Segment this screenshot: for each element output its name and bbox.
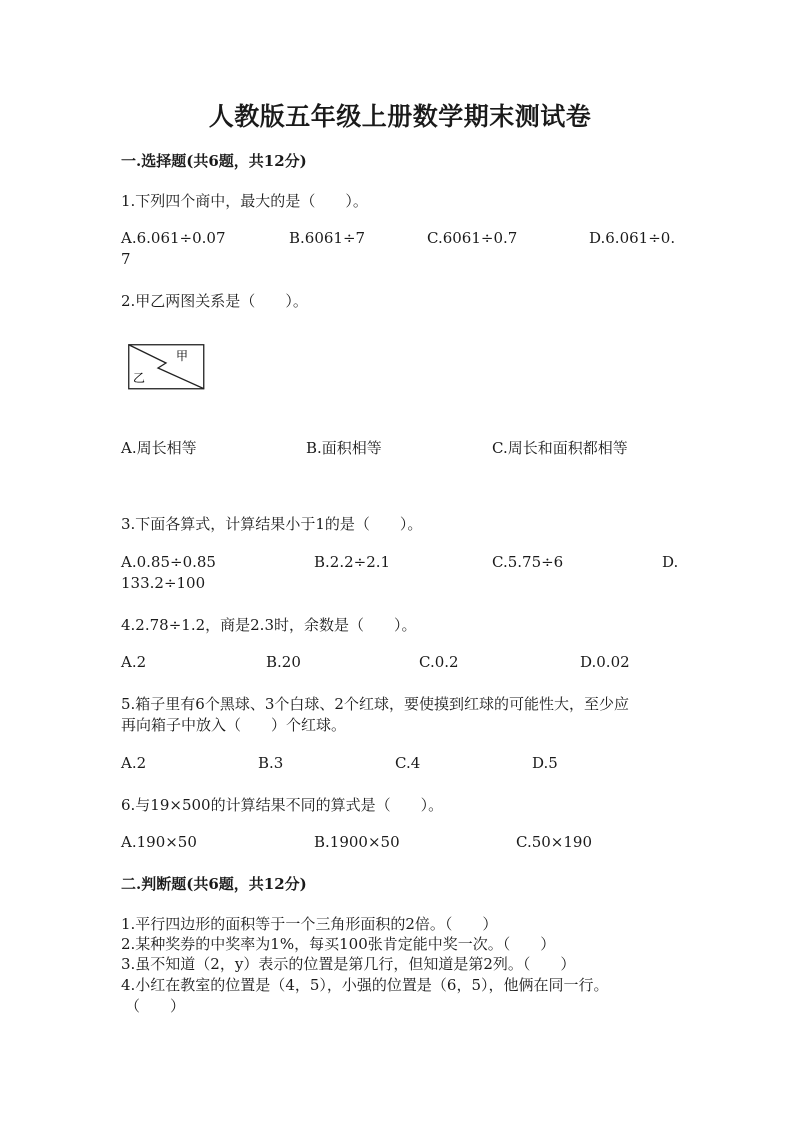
question-3-stem: 3.下面各算式，计算结果小于1的是（ ）。 — [121, 515, 423, 533]
question-5-option-d: D.5 — [532, 754, 558, 772]
section-heading-choice: 一.选择题(共6题，共12分) — [121, 152, 307, 170]
question-4-stem: 4.2.78÷1.2，商是2.3时，余数是（ ）。 — [121, 616, 417, 634]
question-2-option-c: C.周长和面积都相等 — [492, 439, 628, 457]
judgment-item-4-wrap: （ ） — [125, 997, 186, 1015]
judgment-item-3: 3.虽不知道（2，y）表示的位置是第几行，但知道是第2列。（ ） — [121, 955, 576, 973]
question-5-stem: 5.箱子里有6个黑球、3个白球、2个红球，要使摸到红球的可能性大，至少应 — [121, 695, 629, 713]
question-1-option-d: D.6.061÷0. — [589, 229, 676, 247]
question-4-option-b: B.20 — [266, 653, 301, 671]
question-4-option-c: C.0.2 — [419, 653, 459, 671]
question-3-option-d-wrap: 133.2÷100 — [121, 574, 206, 592]
question-3-option-a: A.0.85÷0.85 — [121, 553, 216, 571]
judgment-item-4: 4.小红在教室的位置是（4，5），小强的位置是（6，5），他俩在同一行。 — [121, 976, 609, 994]
question-5-option-a: A.2 — [121, 754, 147, 772]
question-6-stem: 6.与19×500的计算结果不同的算式是（ ）。 — [121, 796, 444, 814]
question-1-option-d-wrap: 7 — [121, 250, 131, 268]
question-6-option-c: C.50×190 — [516, 833, 592, 851]
question-5-option-c: C.4 — [395, 754, 421, 772]
page-title: 人教版五年级上册数学期末测试卷 — [208, 102, 592, 131]
question-4-option-a: A.2 — [121, 653, 147, 671]
question-3-option-b: B.2.2÷2.1 — [314, 553, 391, 571]
question-1-option-b: B.6061÷7 — [289, 229, 366, 247]
question-5-stem-wrap: 再向箱子中放入（ ）个红球。 — [121, 716, 347, 734]
question-1-option-c: C.6061÷0.7 — [427, 229, 518, 247]
section-heading-judgment: 二.判断题(共6题，共12分) — [121, 875, 307, 893]
question-2-stem: 2.甲乙两图关系是（ ）。 — [121, 292, 308, 310]
question-1-stem: 1.下列四个商中，最大的是（ ）。 — [121, 192, 368, 210]
question-2-figure — [128, 344, 206, 390]
question-6-option-b: B.1900×50 — [314, 833, 400, 851]
question-2-option-a: A.周长相等 — [121, 439, 197, 457]
rectangle-zigzag-diagram — [128, 344, 206, 390]
figure-label-yi: 乙 — [133, 371, 146, 385]
question-6-option-a: A.190×50 — [121, 833, 197, 851]
question-2-option-b: B.面积相等 — [306, 439, 382, 457]
judgment-item-1: 1.平行四边形的面积等于一个三角形面积的2倍。（ ） — [121, 915, 498, 933]
question-3-option-d: D. — [662, 553, 679, 571]
figure-label-jia: 甲 — [176, 349, 189, 363]
question-5-option-b: B.3 — [258, 754, 284, 772]
judgment-item-2: 2.某种奖券的中奖率为1%，每买100张肯定能中奖一次。（ ） — [121, 935, 556, 953]
question-3-option-c: C.5.75÷6 — [492, 553, 564, 571]
question-4-option-d: D.0.02 — [580, 653, 630, 671]
question-1-option-a: A.6.061÷0.07 — [121, 229, 226, 247]
